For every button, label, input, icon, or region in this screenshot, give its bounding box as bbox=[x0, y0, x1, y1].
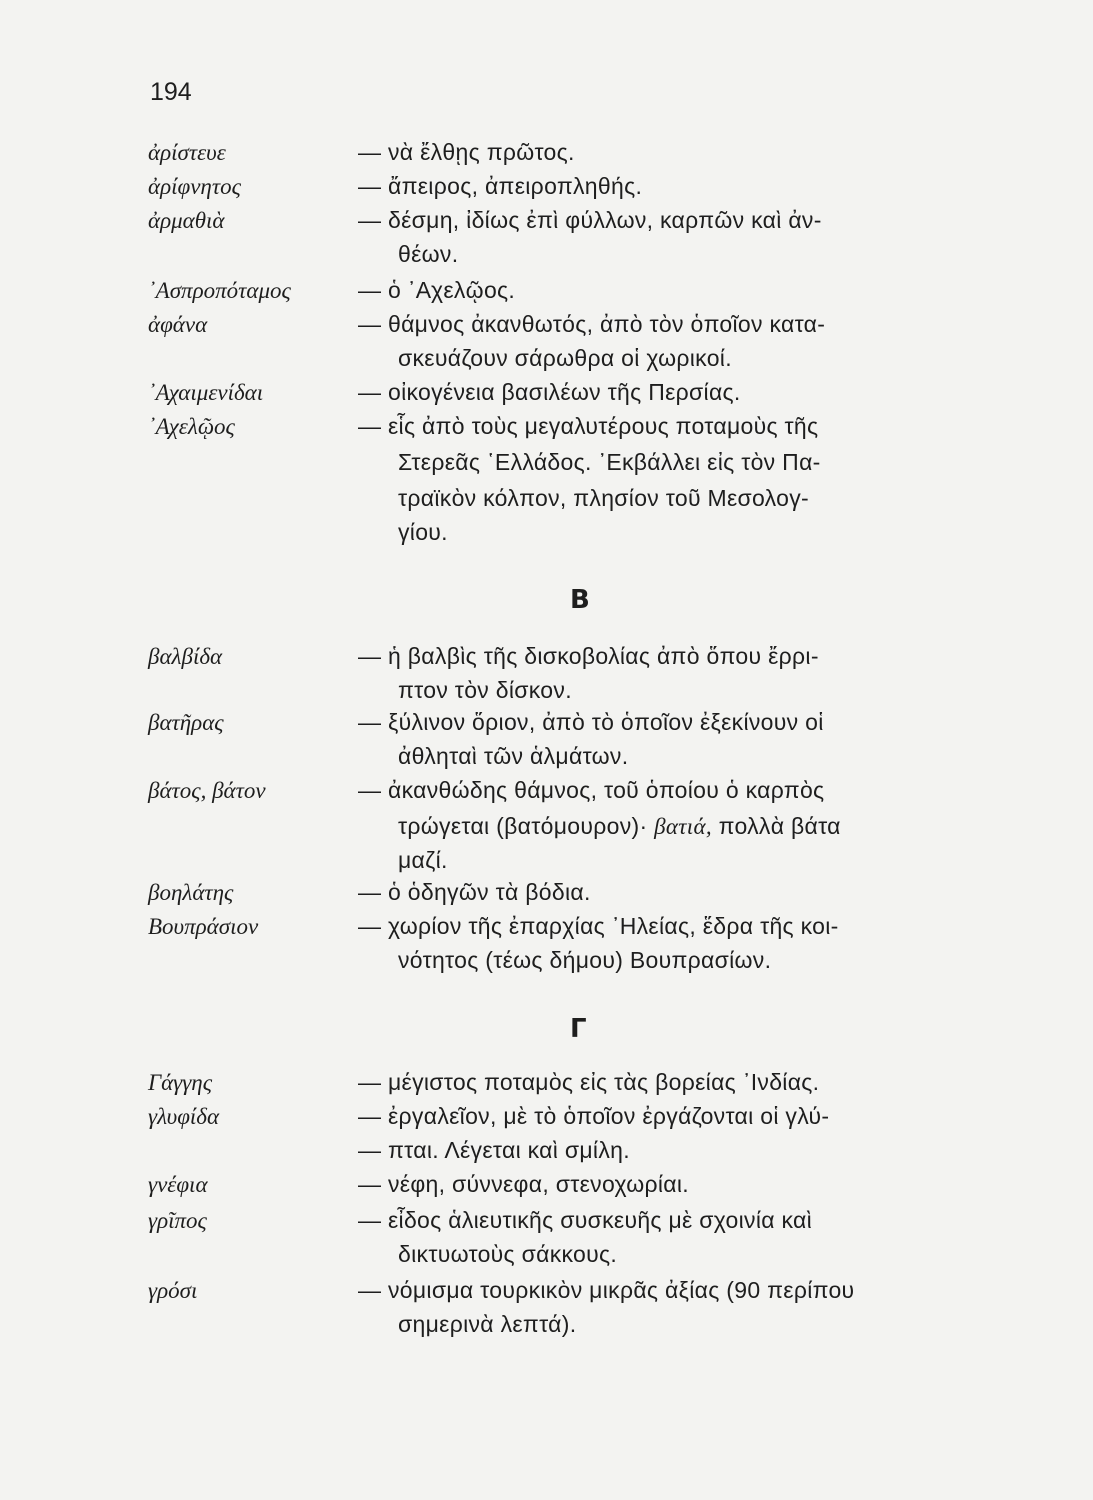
definition-text: τρώγεται (βατόμουρον)· bbox=[398, 813, 648, 839]
definition-line: πτον τὸν δίσκον. bbox=[398, 677, 572, 703]
definition-line: Στερεᾶς ῾Ελλάδος. ᾿Εκβάλλει εἰς τὸν Πα- bbox=[398, 449, 821, 475]
definition-line: γίου. bbox=[398, 519, 448, 545]
headword: ᾿Αχελῷος bbox=[148, 414, 235, 439]
definition-line: σημερινὰ λεπτά). bbox=[398, 1311, 577, 1337]
definition-line: — νέφη, σύννεφα, στενοχωρίαι. bbox=[358, 1171, 689, 1197]
definition-line: μαζί. bbox=[398, 847, 448, 873]
definition-line: — ξύλινον ὅριον, ἀπὸ τὸ ὁποῖον ἐξεκίνουν οἱ bbox=[358, 709, 824, 735]
definition-line: — χωρίον τῆς ἐπαρχίας ᾿Ηλείας, ἕδρα τῆς κοι- bbox=[358, 913, 839, 939]
headword: ἀρίφνητος bbox=[148, 174, 241, 199]
headword: βοηλάτης bbox=[148, 880, 234, 905]
definition-line: ἀθληταὶ τῶν ἁλμάτων. bbox=[398, 743, 629, 769]
headword: βαλβίδα bbox=[148, 644, 223, 669]
page-number: 194 bbox=[150, 78, 192, 106]
headword: βάτος, βάτον bbox=[148, 778, 266, 803]
headword: ᾿Ασπροπόταμος bbox=[148, 278, 291, 303]
headword: γλυφίδα bbox=[148, 1104, 220, 1129]
headword: γνέφια bbox=[148, 1172, 208, 1197]
headword: ᾿Αχαιμενίδαι bbox=[148, 380, 264, 405]
definition-line: — ὁ ὁδηγῶν τὰ βόδια. bbox=[358, 879, 591, 905]
definition-line: — ἡ βαλβὶς τῆς δισκοβολίας ἀπὸ ὅπου ἔρρι- bbox=[358, 643, 819, 669]
definition-line: — ἄπειρος, ἀπειροπληθής. bbox=[358, 173, 643, 199]
headword: Βουπράσιον bbox=[148, 914, 259, 939]
definition-line: — εἶδος ἁλιευτικῆς συσκευῆς μὲ σχοινία καὶ bbox=[358, 1207, 813, 1233]
headword: γρῖπος bbox=[148, 1208, 207, 1233]
headword: γρόσι bbox=[148, 1278, 198, 1303]
definition-line: — νὰ ἔλθῃς πρῶτος. bbox=[358, 139, 575, 165]
definition-line: νότητος (τέως δήμου) Βουπρασίων. bbox=[398, 947, 772, 973]
definition-line: — εἷς ἀπὸ τοὺς μεγαλυτέρους ποταμοὺς τῆς bbox=[358, 413, 819, 439]
definition-line: θέων. bbox=[398, 241, 459, 267]
definition-text: πολλὰ βάτα bbox=[711, 813, 841, 839]
headword: ἀρίστευε bbox=[148, 140, 226, 165]
definition-line: σκευάζουν σάρωθρα οἱ χωρικοί. bbox=[398, 345, 732, 371]
headword: ἀφάνα bbox=[148, 312, 208, 337]
definition-line: δικτυωτοὺς σάκκους. bbox=[398, 1241, 618, 1267]
definition-line: — ἐργαλεῖον, μὲ τὸ ὁποῖον ἐργάζονται οἱ γλύ- bbox=[358, 1103, 830, 1129]
headword: βατῆρας bbox=[148, 710, 224, 735]
definition-line: — ὁ ᾿Αχελῷος. bbox=[358, 277, 516, 303]
italic-term: βατιά, bbox=[654, 814, 712, 839]
definition-line: — νόμισμα τουρκικὸν μικρᾶς ἀξίας (90 περίπου bbox=[358, 1277, 855, 1303]
definition-line: — πται. Λέγεται καὶ σμίλη. bbox=[358, 1137, 630, 1163]
section-letter-gamma: Γ bbox=[570, 1014, 587, 1044]
definition-line: — μέγιστος ποταμὸς εἰς τὰς βορείας ᾿Ινδίας. bbox=[358, 1069, 820, 1095]
headword: Γάγγης bbox=[148, 1070, 213, 1095]
definition-line: — δέσμη, ἰδίως ἐπὶ φύλλων, καρπῶν καὶ ἀν- bbox=[358, 207, 822, 233]
section-letter-beta: B bbox=[570, 585, 590, 615]
definition-line: — ἀκανθώδης θάμνος, τοῦ ὁποίου ὁ καρπὸς bbox=[358, 777, 825, 803]
definition-line bbox=[398, 812, 1048, 841]
headword: ἀρμαθιὰ bbox=[148, 208, 225, 233]
definition-line: — οἰκογένεια βασιλέων τῆς Περσίας. bbox=[358, 379, 741, 405]
definition-line: τραϊκὸν κόλπον, πλησίον τοῦ Μεσολογ- bbox=[398, 485, 809, 511]
definition-line: — θάμνος ἀκανθωτός, ἀπὸ τὸν ὁποῖον κατα- bbox=[358, 311, 826, 337]
